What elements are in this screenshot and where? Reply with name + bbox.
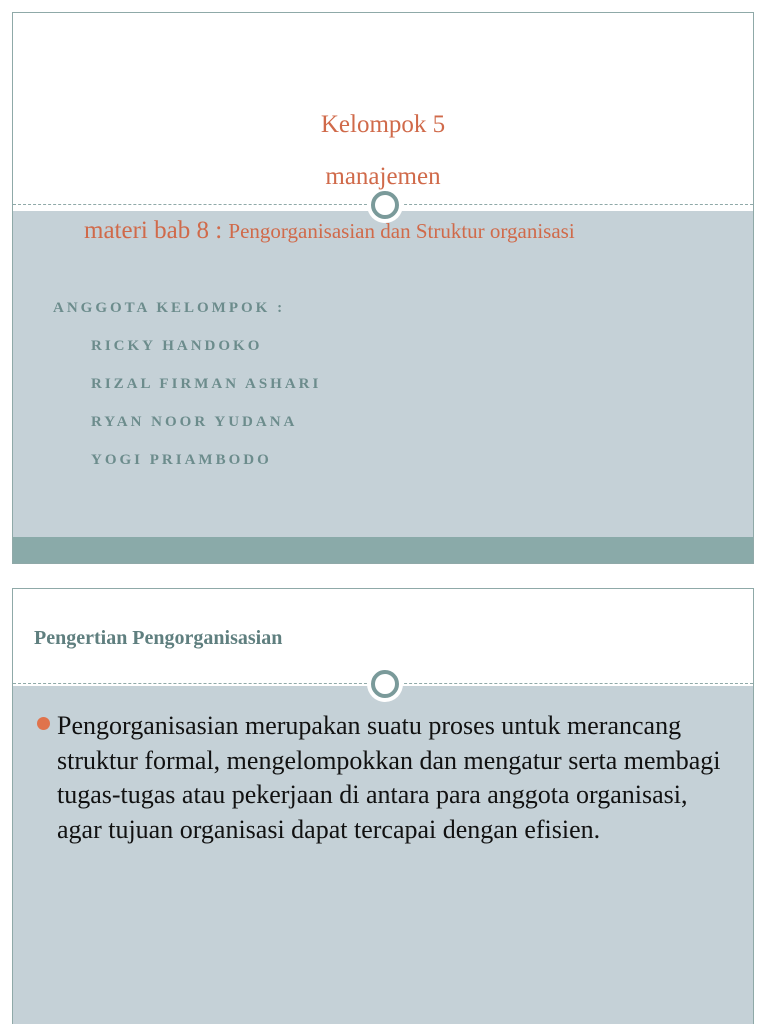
slide-1-title-line-2: manajemen xyxy=(325,163,441,190)
member-item: RICKY HANDOKO xyxy=(91,338,263,354)
circle-ornament-icon xyxy=(367,666,403,702)
member-item: YOGI PRIAMBODO xyxy=(91,452,272,468)
slide-2 xyxy=(12,588,754,1024)
bullet-dot-icon xyxy=(37,717,50,730)
slide-1-body-area xyxy=(13,211,753,537)
subtitle-rest: Pengorganisasian dan Struktur organisasi xyxy=(228,219,575,243)
members-heading: ANGGOTA KELOMPOK : xyxy=(53,300,286,316)
slide-2-title: Pengertian Pengorganisasian xyxy=(34,627,283,649)
slide-1-bottom-band xyxy=(13,537,753,564)
slide-1-subtitle xyxy=(84,217,575,245)
slide-1 xyxy=(12,12,754,564)
slide-1-title-line-1: Kelompok 5 xyxy=(320,111,446,138)
bullet-text: Pengorganisasian merupakan suatu proses untuk merancang struktur formal, mengelompokkan dan mengatur serta membagi tugas-tugas atau pekerjaan di antara para anggota organisasi, agar tujuan organisasi dapat tercapai dengan efisien. xyxy=(57,711,721,844)
member-item: RYAN NOOR YUDANA xyxy=(91,414,298,430)
subtitle-lead: materi bab 8 : xyxy=(84,217,229,244)
member-item: RIZAL FIRMAN ASHARI xyxy=(91,376,322,392)
